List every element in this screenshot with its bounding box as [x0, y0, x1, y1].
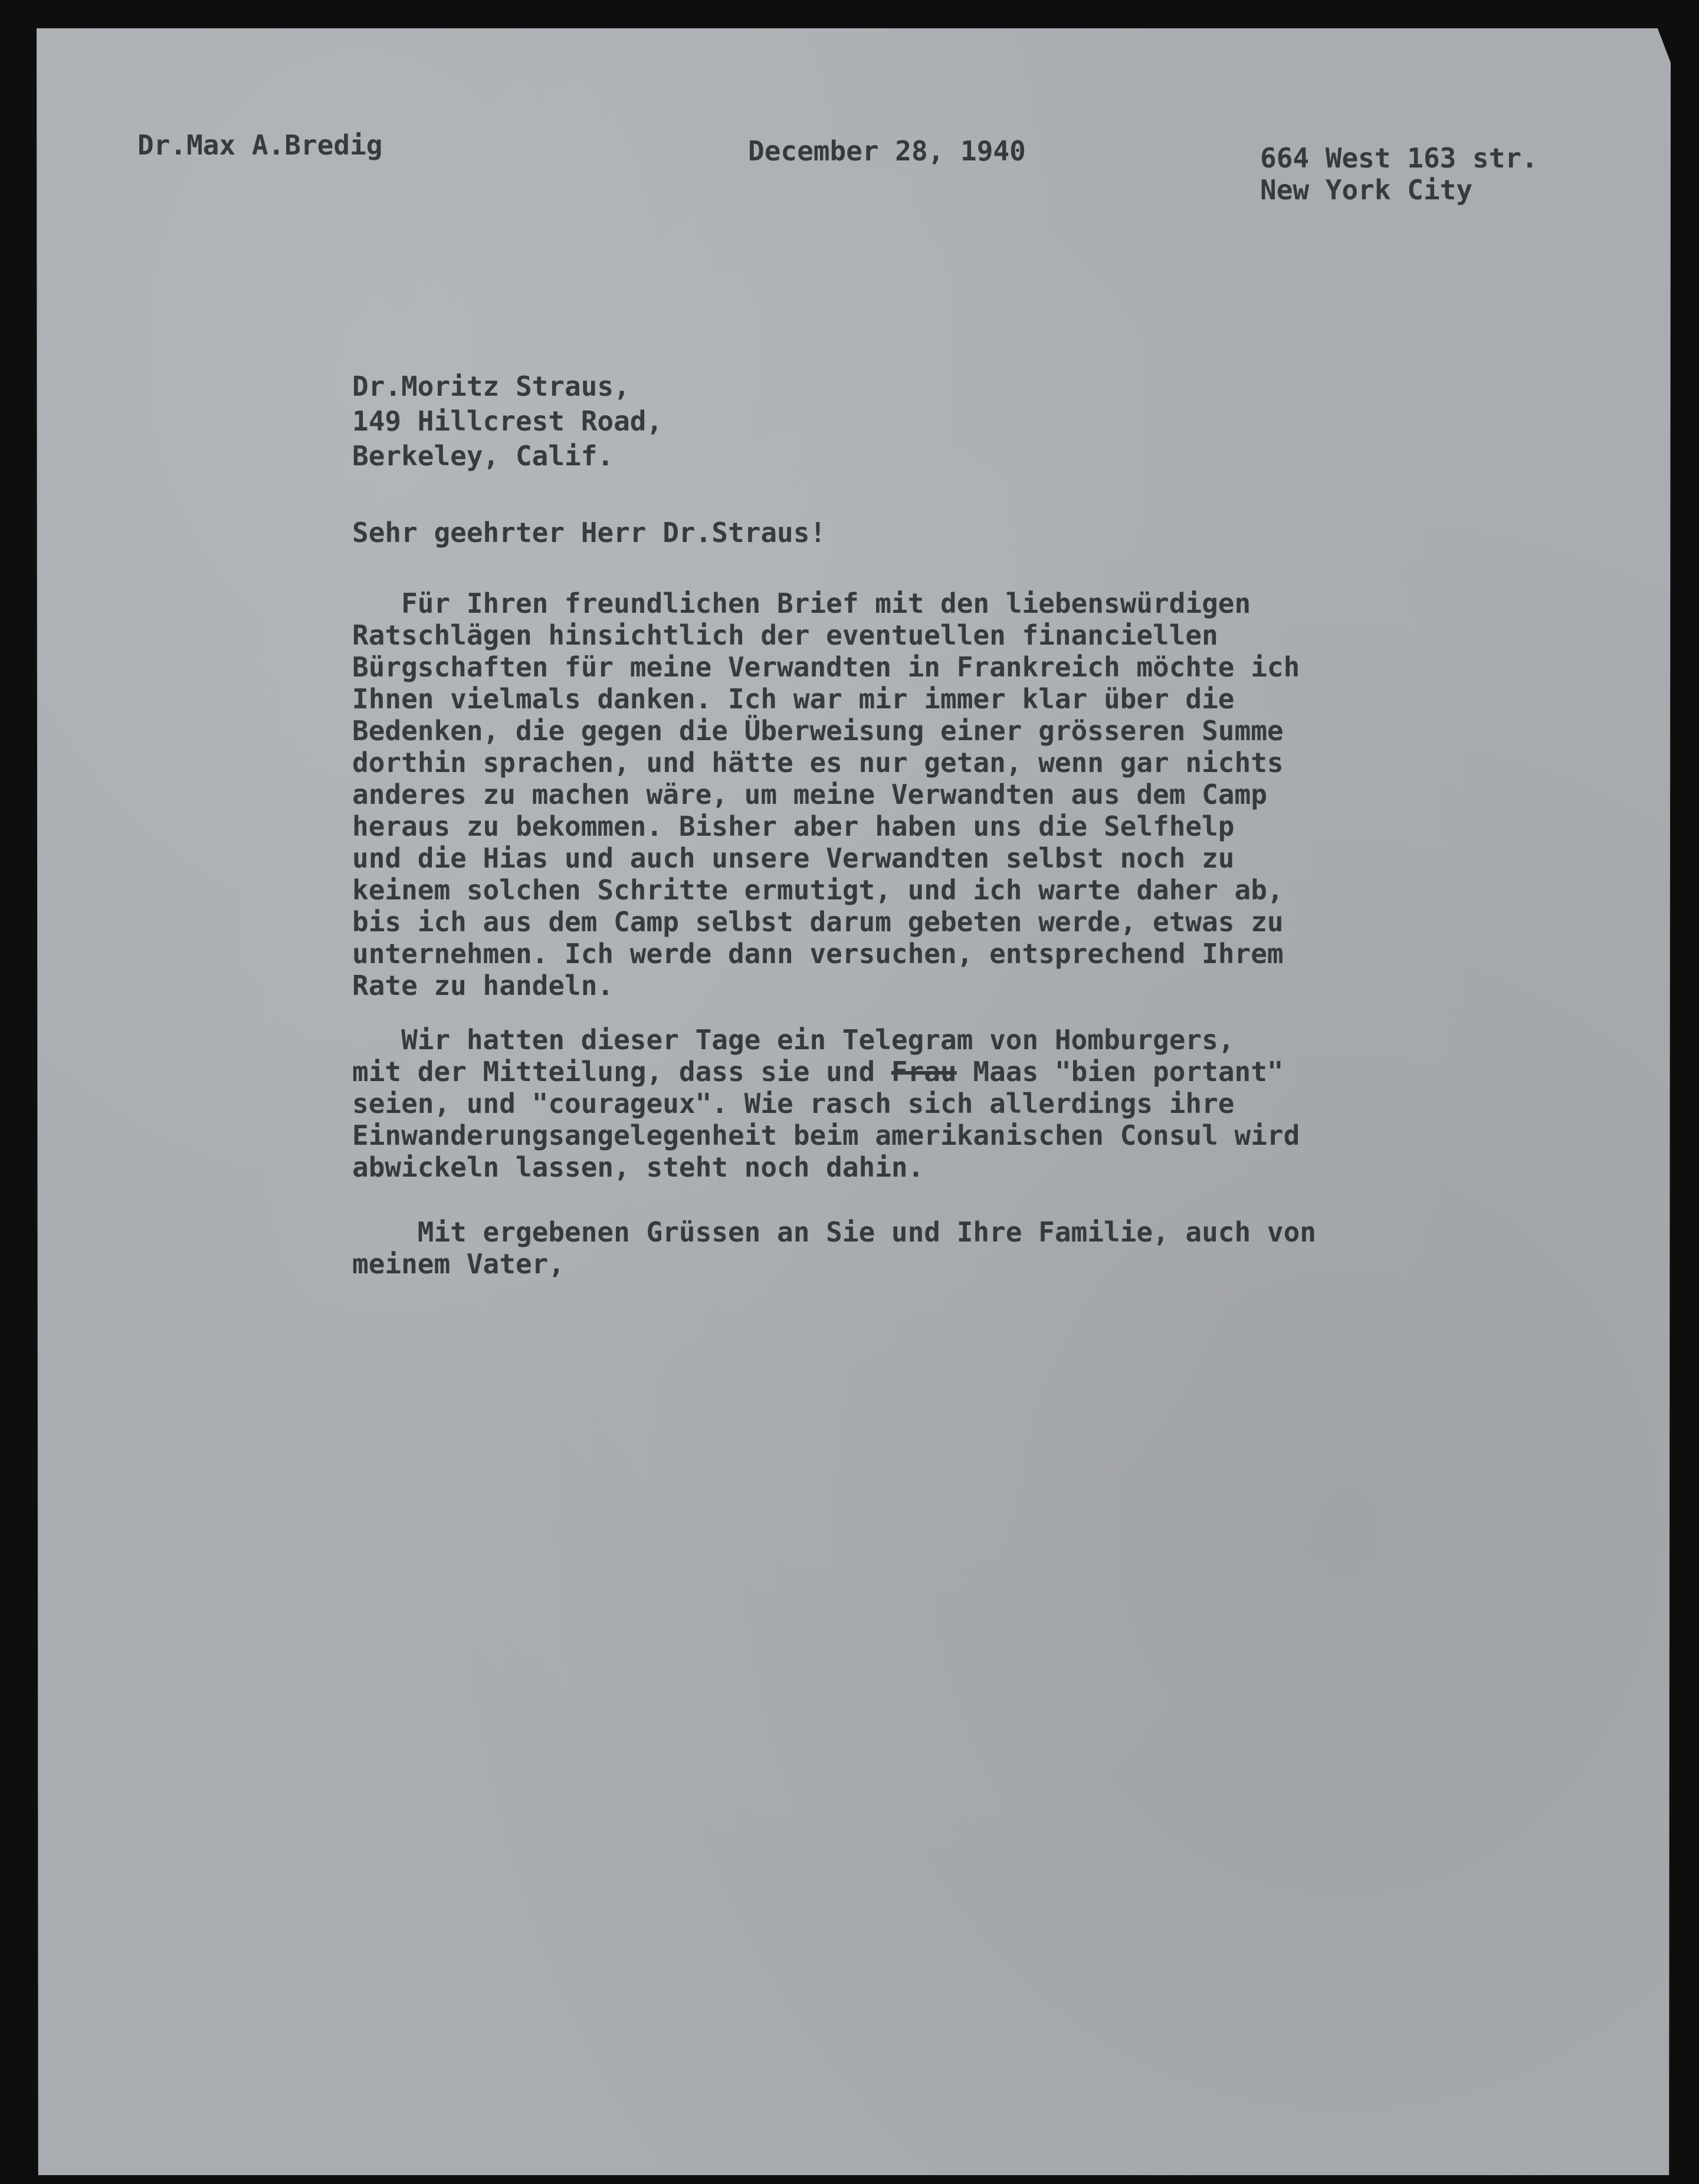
closing-line: Mit ergebenen Grüssen an Sie und Ihre Familie, auch von — [352, 1216, 1316, 1248]
paragraph-1-line: Bedenken, die gegen die Überweisung einer grösseren Summe — [352, 715, 1284, 747]
paragraph-1-line: heraus zu bekommen. Bisher aber haben uns die Selfhelp — [352, 810, 1235, 842]
paragraph-2-line: Einwanderungsangelegenheit beim amerikanischen Consul wird — [352, 1119, 1300, 1151]
sender-address-line2: New York City — [1260, 174, 1473, 206]
paragraph-1-line: keinem solchen Schritte ermutigt, und ich warte daher ab, — [352, 874, 1284, 906]
paragraph-1-line: bis ich aus dem Camp selbst darum gebeten werde, etwas zu — [352, 906, 1284, 938]
paragraph-2-text: mit der Mitteilung, dass sie und — [352, 1056, 891, 1088]
sender-address-line1: 664 West 163 str. — [1260, 142, 1538, 174]
struck-word: Frau — [891, 1056, 957, 1088]
paragraph-1-line: und die Hias und auch unsere Verwandten selbst noch zu — [352, 842, 1235, 874]
paragraph-1-line: Rate zu handeln. — [352, 970, 614, 1001]
recipient-line2: 149 Hillcrest Road, — [352, 405, 663, 437]
paragraph-1-line: unternehmen. Ich werde dann versuchen, entsprechend Ihrem — [352, 938, 1284, 970]
closing-line: meinem Vater, — [352, 1248, 565, 1280]
letter-date: December 28, 1940 — [748, 135, 1026, 167]
recipient-line3: Berkeley, Calif. — [352, 440, 614, 472]
paragraph-1-line: Für Ihren freundlichen Brief mit den liebenswürdigen — [352, 587, 1251, 619]
paragraph-1-line: Bürgschaften für meine Verwandten in Frankreich möchte ich — [352, 651, 1300, 683]
paragraph-1-line: anderes zu machen wäre, um meine Verwandten aus dem Camp — [352, 779, 1267, 810]
paragraph-2-line: abwickeln lassen, steht noch dahin. — [352, 1151, 924, 1183]
paragraph-2-line: seien, und "courageux". Wie rasch sich allerdings ihre — [352, 1088, 1235, 1119]
salutation: Sehr geehrter Herr Dr.Straus! — [352, 517, 826, 549]
paragraph-2-line: Wir hatten dieser Tage ein Telegram von Homburgers, — [352, 1024, 1235, 1056]
paragraph-1-line: Ratschlägen hinsichtlich der eventuellen financiellen — [352, 619, 1218, 651]
recipient-line1: Dr.Moritz Straus, — [352, 370, 630, 402]
sender-name: Dr.Max A.Bredig — [137, 129, 383, 161]
paragraph-2-text: Maas "bien portant" — [956, 1056, 1284, 1088]
paragraph-1-line: Ihnen vielmals danken. Ich war mir immer klar über die — [352, 683, 1235, 715]
paragraph-2-line — [352, 1056, 1284, 1088]
paragraph-1-line: dorthin sprachen, und hätte es nur getan, wenn gar nichts — [352, 747, 1284, 779]
